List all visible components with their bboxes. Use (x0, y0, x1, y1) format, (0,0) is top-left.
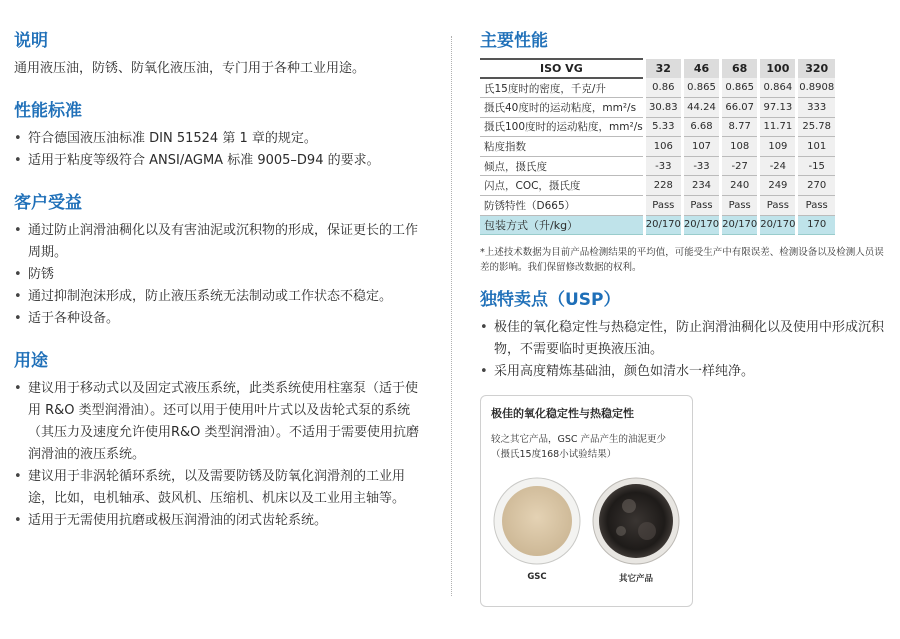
list-item: • 通过抑制泡沫形成，防止液压系统无法制动或工作状态不稳定。 (14, 286, 424, 308)
cell-value: Pass (759, 196, 797, 216)
cell-value: 25.78 (797, 117, 835, 137)
row-label: 氏15度时的密度，千克/升 (480, 78, 644, 98)
cell-value: 101 (797, 137, 835, 157)
grade-header: 68 (721, 59, 759, 78)
table-row (480, 137, 835, 157)
list-item: • 适于各种设备。 (14, 308, 424, 330)
cell-value: 333 (797, 98, 835, 118)
packaging-row (480, 215, 835, 235)
cell-value: 228 (644, 176, 682, 196)
usp-heading: 独特卖点（USP） (480, 290, 621, 311)
cell-value: 20/170 (682, 215, 720, 235)
spec-table (480, 58, 835, 235)
description-text: 通用液压油，防锈、防氧化液压油，专门用于各种工业用途。 (14, 61, 366, 76)
description-heading: 说明 (14, 31, 48, 51)
list-item: • 适用于无需使用抗磨或极压润滑油的闭式齿轮系统。 (14, 510, 424, 532)
cell-value: -27 (721, 156, 759, 176)
cell-value: 249 (759, 176, 797, 196)
standards-list (14, 128, 424, 172)
column-divider (451, 36, 452, 596)
list-item: • 建议用于移动式以及固定式液压系统，此类系统使用柱塞泵（适于使用 R&O 类型润滑油）。还可以用于使用叶片式以及齿轮式泵的系统（其压力及速度允许使用R&O 类型润滑油）。不适用于需要使用抗磨润滑油的液压系统。 (14, 378, 424, 466)
cell-value: -33 (682, 156, 720, 176)
cell-value: 97.13 (759, 98, 797, 118)
cell-value: 107 (682, 137, 720, 157)
cell-value: 0.865 (721, 78, 759, 98)
list-item: • 防锈 (14, 264, 424, 286)
cell-value: 20/170 (644, 215, 682, 235)
cell-value: Pass (682, 196, 720, 216)
cell-value: 20/170 (721, 215, 759, 235)
cell-value: 0.8908 (797, 78, 835, 98)
other-dish-image (591, 476, 681, 566)
cell-value: 30.83 (644, 98, 682, 118)
cell-value: 0.865 (682, 78, 720, 98)
cell-value: -15 (797, 156, 835, 176)
list-item: • 通过防止润滑油稠化以及有害油泥或沉积物的形成，保证更长的工作周期。 (14, 220, 424, 264)
cell-value: 6.68 (682, 117, 720, 137)
comparison-description: 较之其它产品，GSC 产品产生的油泥更少（摄氏15度168小试验结果） (491, 434, 667, 461)
row-label: 摄氏40度时的运动粘度，mm²/s (480, 98, 644, 118)
table-row (480, 196, 835, 216)
table-row (480, 176, 835, 196)
cell-value: 0.86 (644, 78, 682, 98)
grade-header: 46 (682, 59, 720, 78)
comparison-panel (480, 395, 693, 607)
list-item: • 极佳的氧化稳定性与热稳定性，防止润滑油稠化以及使用中形成沉积物，不需要临时更换液压油。 (480, 317, 885, 361)
list-item: • 符合德国液压油标准 DIN 51524 第 1 章的规定。 (14, 128, 424, 150)
table-row (480, 98, 835, 118)
gsc-dish-image (492, 476, 582, 566)
cell-value: 20/170 (759, 215, 797, 235)
cell-value: 0.864 (759, 78, 797, 98)
cell-value: Pass (797, 196, 835, 216)
cell-value: 109 (759, 137, 797, 157)
grade-header: 100 (759, 59, 797, 78)
cell-value: 170 (797, 215, 835, 235)
list-item: • 建议用于非涡轮循环系统，以及需要防锈及防氧化润滑剂的工业用途，比如，电机轴承、鼓风机、压缩机、机床以及工业用主轴等。 (14, 466, 424, 510)
cell-value: Pass (721, 196, 759, 216)
benefits-list (14, 220, 424, 330)
row-label: 粘度指数 (480, 137, 644, 157)
sample-dishes (491, 476, 682, 584)
cell-value: -33 (644, 156, 682, 176)
cell-value: 270 (797, 176, 835, 196)
cell-value: Pass (644, 196, 682, 216)
usp-list (480, 317, 885, 383)
gsc-label: GSC (527, 572, 547, 583)
grade-header: 32 (644, 59, 682, 78)
left-column (14, 30, 424, 532)
cell-value: 8.77 (721, 117, 759, 137)
list-item: • 采用高度精炼基础油，颜色如清水一样纯净。 (480, 361, 885, 383)
cell-value: 234 (682, 176, 720, 196)
list-item: • 适用于粘度等级符合 ANSI/AGMA 标准 9005–D94 的要求。 (14, 150, 424, 172)
uses-heading: 用途 (14, 351, 48, 371)
right-column (480, 30, 885, 607)
gsc-sample (491, 476, 583, 584)
row-label: 包装方式（升/kg） (480, 215, 644, 235)
iso-vg-header: ISO VG (480, 59, 644, 78)
table-header-row (480, 59, 835, 78)
cell-value: 44.24 (682, 98, 720, 118)
performance-heading: 主要性能 (480, 31, 548, 51)
other-sample (590, 476, 682, 584)
cell-value: 240 (721, 176, 759, 196)
table-row (480, 78, 835, 98)
row-label: 摄氏100度时的运动粘度，mm²/s (480, 117, 644, 137)
cell-value: 66.07 (721, 98, 759, 118)
cell-value: 108 (721, 137, 759, 157)
row-label: 闪点，COC，摄氏度 (480, 176, 644, 196)
standards-heading: 性能标准 (14, 101, 82, 121)
cell-value: 106 (644, 137, 682, 157)
cell-value: -24 (759, 156, 797, 176)
benefits-heading: 客户受益 (14, 193, 82, 213)
table-row (480, 117, 835, 137)
row-label: 倾点，摄氏度 (480, 156, 644, 176)
row-label: 防锈特性（D665） (480, 196, 644, 216)
other-label: 其它产品 (618, 574, 653, 585)
table-row (480, 156, 835, 176)
comparison-title: 极佳的氧化稳定性与热稳定性 (491, 407, 634, 421)
cell-value: 5.33 (644, 117, 682, 137)
grade-header: 320 (797, 59, 835, 78)
footnote: *上述技术数据为目前产品检测结果的平均值，可能受生产中有限误差、检测设备以及检测人员误差的影响。我们保留修改数据的权利。 (480, 247, 884, 274)
uses-list (14, 378, 424, 532)
cell-value: 11.71 (759, 117, 797, 137)
